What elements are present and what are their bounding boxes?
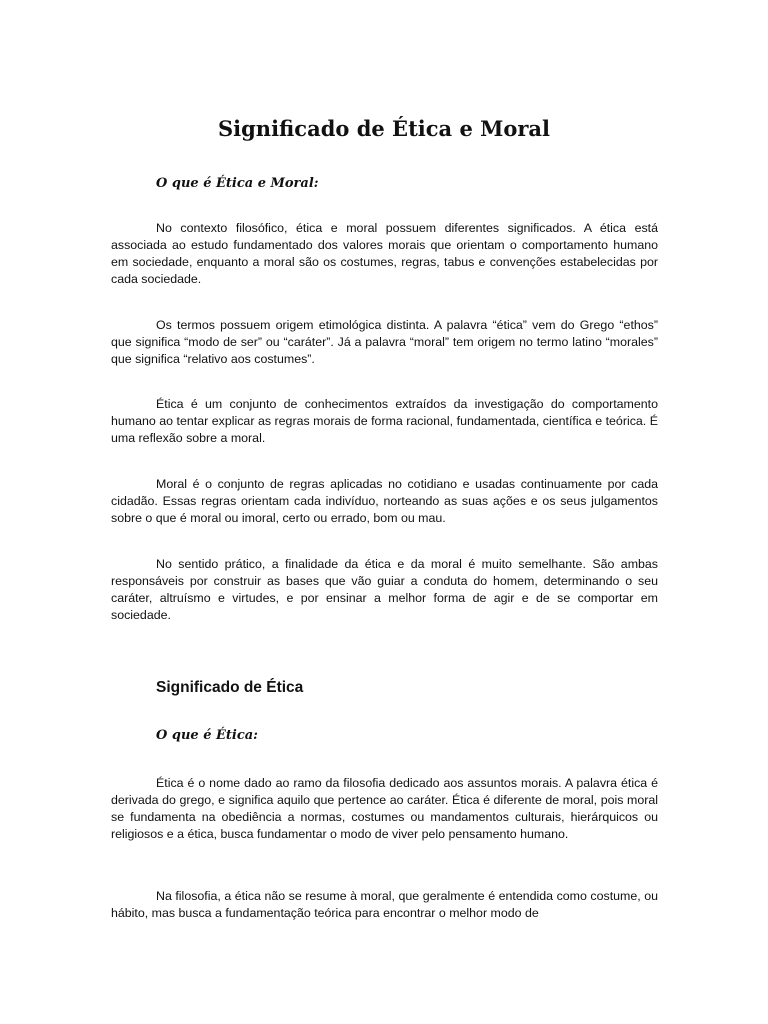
paragraph-2: Os termos possuem origem etimológica distinta. A palavra “ética” vem do Grego “ethos” que significa “modo de ser” ou “caráter”. Já a palavra “moral” tem origem no termo latino “morales” que significa “relativo aos costumes”. bbox=[111, 318, 658, 366]
section2-subheading: O que é Ética: bbox=[156, 728, 258, 743]
paragraph-5: No sentido prático, a finalidade da ética e da moral é muito semelhante. São ambas responsáveis por construir as bases que vão guiar a conduta do homem, determinando o seu caráter, altruísmo e virtudes, e por ensinar a melhor forma de agir e de se comportar em sociedade. bbox=[111, 557, 658, 622]
paragraph-4: Moral é o conjunto de regras aplicadas no cotidiano e usadas continuamente por cada cidadão. Essas regras orientam cada indivíduo, norteando as suas ações e os seus julgamentos sobre o que é moral ou imoral, certo ou errado, bom ou mau. bbox=[111, 477, 658, 525]
paragraph-7: Na filosofia, a ética não se resume à moral, que geralmente é entendida como costume, ou hábito, mas busca a fundamentação teórica para encontrar o melhor modo de bbox=[111, 889, 658, 920]
paragraph-3: Ética é um conjunto de conhecimentos extraídos da investigação do comportamento humano ao tentar explicar as regras morais de forma racional, fundamentada, científica e teórica. É uma reflexão sobre a moral. bbox=[111, 397, 658, 445]
paragraph-6: Ética é o nome dado ao ramo da filosofia dedicado aos assuntos morais. A palavra ética é derivada do grego, e significa aquilo que pertence ao caráter. Ética é diferente de moral, pois moral se fundamenta na obediência a normas, costumes ou mandamentos culturais, hierárquicos ou religiosos e a ética, busca fundamentar o modo de viver pelo pensamento humano. bbox=[111, 776, 658, 841]
section1-subheading: O que é Ética e Moral: bbox=[156, 176, 319, 191]
section2-heading: Significado de Ética bbox=[156, 679, 304, 696]
paragraph-1: No contexto filosófico, ética e moral possuem diferentes significados. A ética está associada ao estudo fundamentado dos valores morais que orientam o comportamento humano em sociedade, enquanto a moral são os costumes, regras, tabus e convenções estabelecidas por cada sociedade. bbox=[111, 221, 658, 286]
document-title: Significado de Ética e Moral bbox=[217, 116, 551, 141]
